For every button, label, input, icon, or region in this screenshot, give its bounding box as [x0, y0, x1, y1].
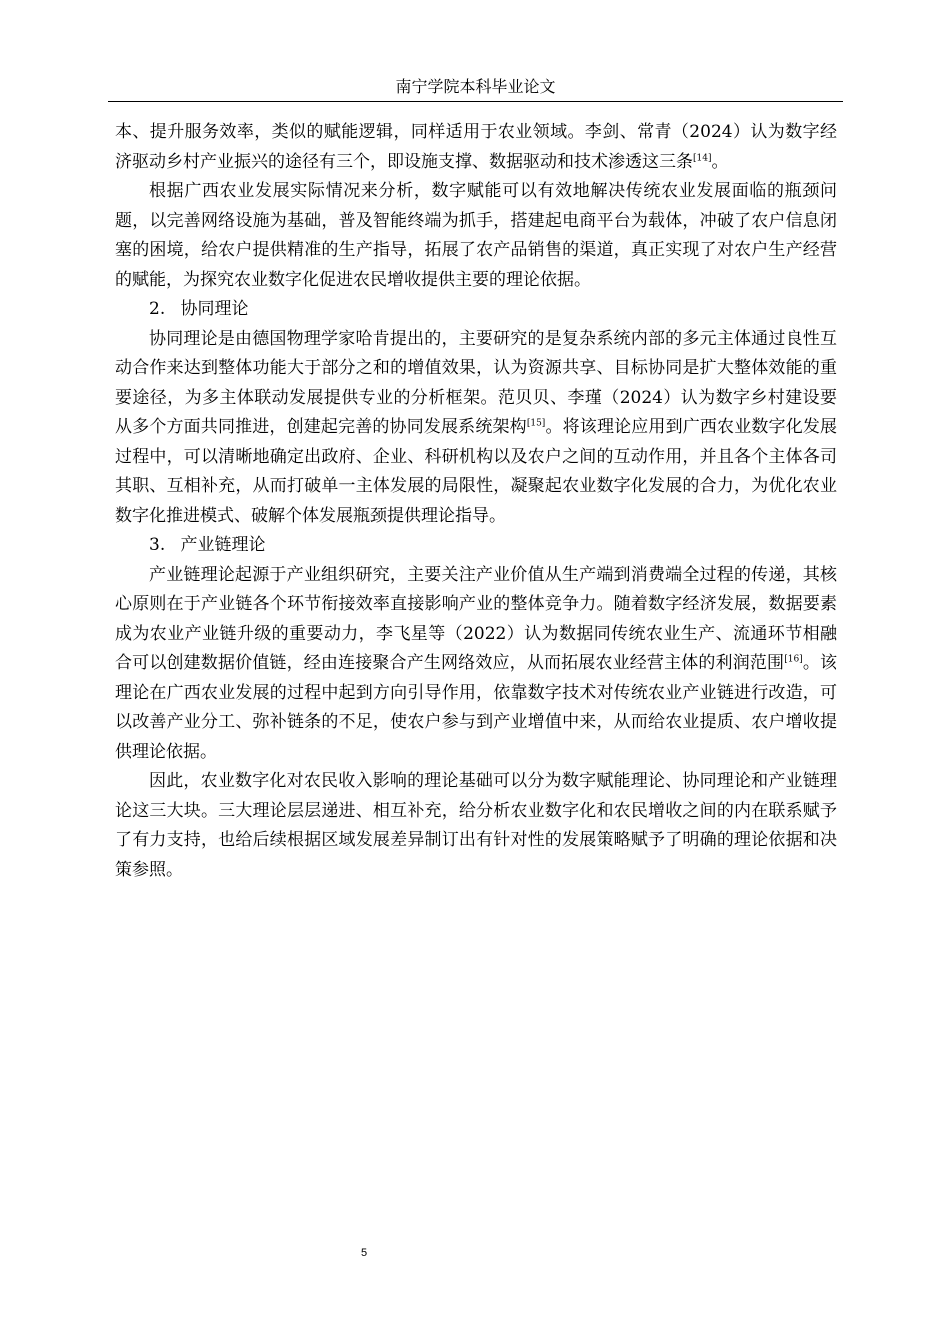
- header-rule: [108, 101, 843, 102]
- citation: [15]: [526, 418, 546, 429]
- body-text: [115, 118, 837, 885]
- paragraph: 根据广西农业发展实际情况来分析，数字赋能可以有效地解决传统农业发展面临的瓶颈问题，以完善网络设施为基础，普及智能终端为抓手，搭建起电商平台为载体，冲破了农户信息闭塞的困境，给农户提供精准的生产指导，拓展了农产品销售的渠道，真正实现了对农户生产经营的赋能，为探究农业数字化促进农民增收提供主要的理论依据。: [115, 181, 837, 290]
- heading-number: 3.: [149, 535, 166, 555]
- citation: [16]: [784, 654, 803, 665]
- paragraph: 协同理论是由德国物理学家哈肯提出的，主要研究的是复杂系统内部的多元主体通过良性互动合作来达到整体功能大于部分之和的增值效果，认为资源共享、目标协同是扩大整体效能的重要途径，为多主体联动发展提供专业的分析框架。范贝贝、李瑾（2024）认为数字乡村建设要从多个方面共同推进，创建起完善的协同发展系统架构[15]。将该理论应用到广西农业数字化发展过程中，可以清晰地确定出政府、企业、科研机构以及农户之间的互动作用，并且各个主体各司其职、互相补充，从而打破单一主体发展的局限性，凝聚起农业数字化发展的合力，为优化农业数字化推进模式、破解个体发展瓶颈提供理论指导。: [115, 328, 838, 526]
- paragraph: 产业链理论起源于产业组织研究，主要关注产业价值从生产端到消费端全过程的传递，其核心原则在于产业链各个环节衔接效率直接影响产业的整体竞争力。随着数字经济发展，数据要素成为农业产业链升级的重要动力，李飞星等（2022）认为数据同传统农业生产、流通环节相融合可以创建数据价值链，经由连接聚合产生网络效应，从而拓展农业经营主体的利润范围[16]。该理论在广西农业发展的过程中起到方向引导作用，依靠数字技术对传统农业产业链进行改造，可以改善产业分工、弥补链条的不足，使农户参与到产业增值中来，从而给农业提质、农户增收提供理论依据。: [115, 564, 838, 762]
- paragraph: 因此，农业数字化对农民收入影响的理论基础可以分为数字赋能理论、协同理论和产业链理论这三大块。三大理论层层递进、相互补充，给分析农业数字化和农民增收之间的内在联系赋予了有力支持，也给后续根据区域发展差异制订出有针对性的发展策略赋予了明确的理论依据和决策参照。: [115, 771, 837, 880]
- paragraph-continued: 本、提升服务效率，类似的赋能逻辑，同样适用于农业领域。李剑、常青（2024）认为数字经济驱动乡村产业振兴的途径有三个，即设施支撑、数据驱动和技术渗透这三条[14]。: [115, 122, 837, 172]
- section-heading: [115, 531, 837, 561]
- heading-number: 2.: [149, 299, 166, 319]
- section-heading: [115, 295, 837, 325]
- page-number: 5: [360, 1247, 368, 1259]
- heading-title: 协同理论: [180, 299, 249, 319]
- running-header: 南宁学院本科毕业论文: [395, 77, 556, 96]
- citation: [14]: [693, 152, 712, 163]
- heading-title: 产业链理论: [180, 535, 266, 555]
